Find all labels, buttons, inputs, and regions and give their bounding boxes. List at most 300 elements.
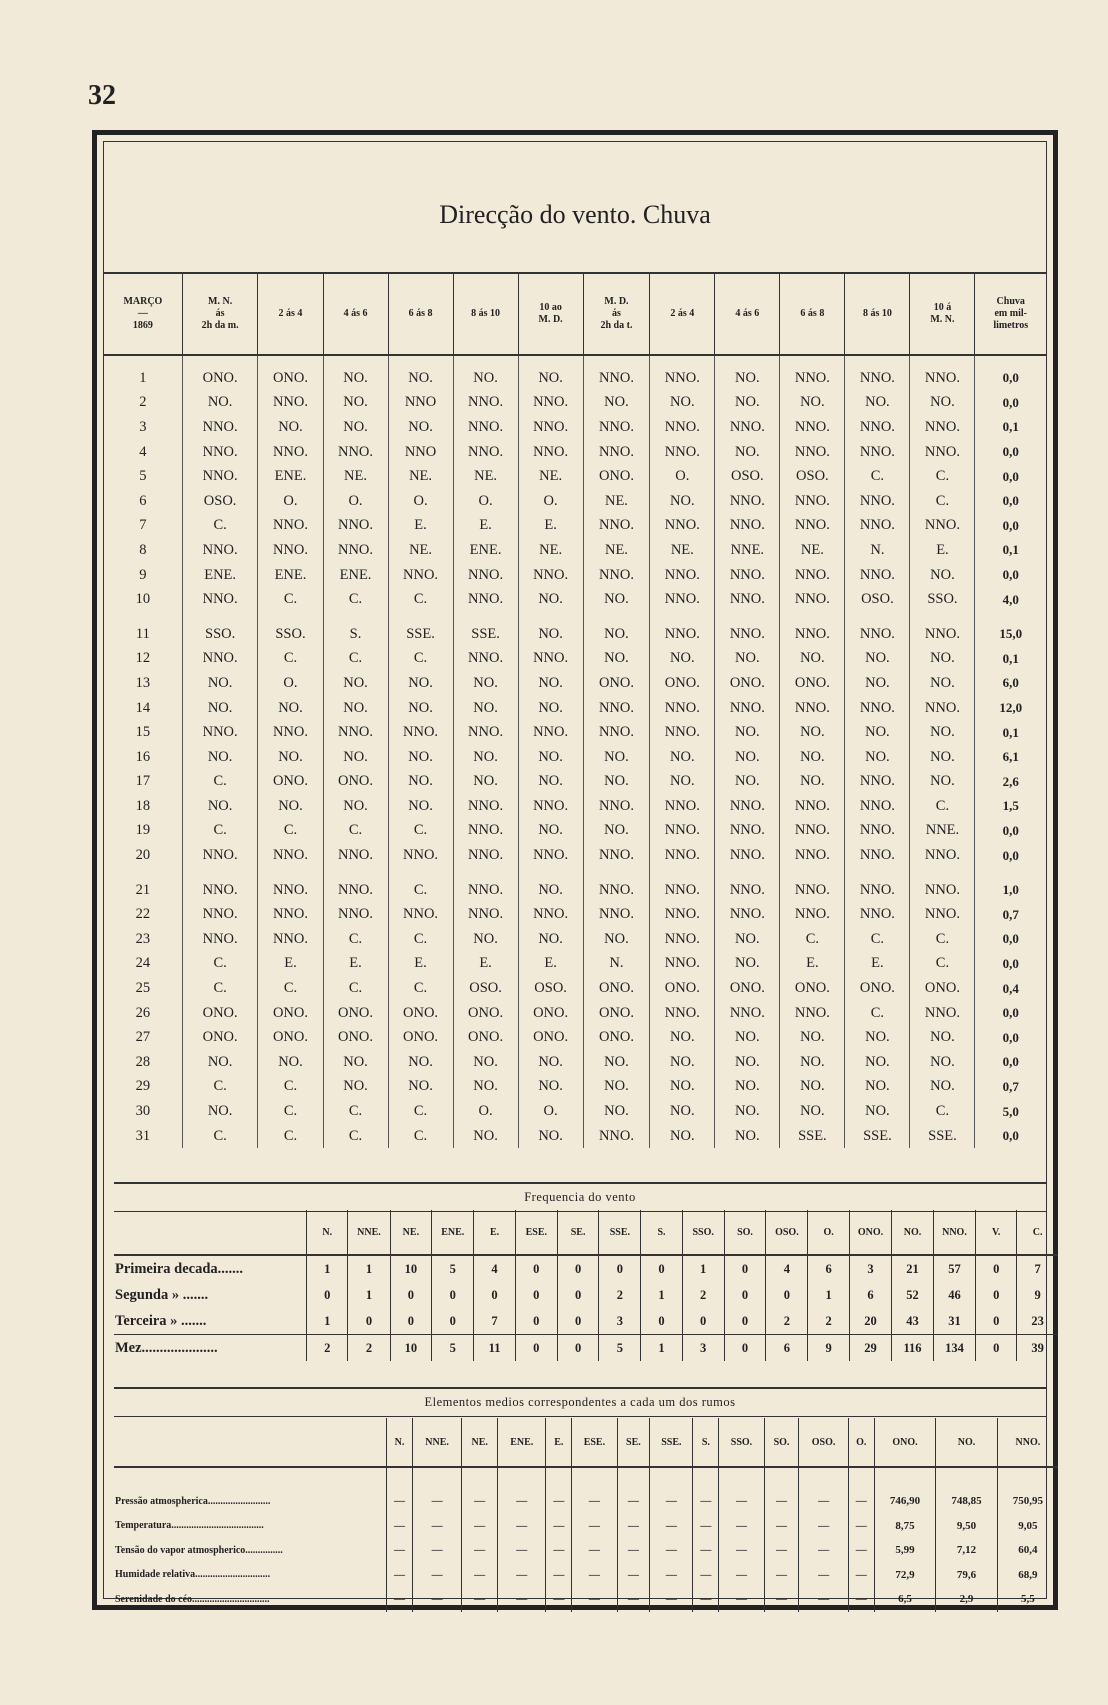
wind-cell: NO.	[453, 745, 518, 770]
frequency-header: C.	[1017, 1210, 1058, 1255]
wind-cell: ONO.	[583, 1025, 650, 1050]
wind-cell: NNO.	[650, 902, 715, 927]
elements-value: —	[848, 1467, 874, 1514]
wind-cell: OSO.	[845, 587, 910, 612]
frequency-value: 0	[557, 1255, 599, 1282]
elements-value: —	[693, 1467, 719, 1514]
wind-cell: NO.	[323, 1075, 388, 1100]
elements-value: —	[462, 1587, 498, 1612]
wind-cell: NO.	[182, 794, 258, 819]
wind-cell: NO.	[453, 927, 518, 952]
wind-cell: NO.	[518, 1075, 583, 1100]
rain-cell: 4,0	[975, 587, 1046, 612]
elements-header: SSO.	[719, 1418, 764, 1467]
elements-value: —	[412, 1467, 461, 1514]
wind-cell: O.	[323, 489, 388, 514]
frequency-label: Mez.....................	[114, 1335, 307, 1362]
elements-value: —	[693, 1563, 719, 1588]
wind-cell: E.	[845, 952, 910, 977]
rain-cell: 5,0	[975, 1099, 1046, 1124]
rain-cell: 0,0	[975, 440, 1046, 465]
wind-cell: ONO.	[258, 770, 323, 795]
elements-value: 5,99	[874, 1538, 936, 1563]
table-row	[104, 696, 1046, 721]
elements-value: —	[650, 1467, 693, 1514]
elements-value: —	[498, 1587, 546, 1612]
wind-cell: NO.	[780, 720, 845, 745]
wind-cell: C.	[182, 952, 258, 977]
elements-value: —	[650, 1538, 693, 1563]
wind-cell: NO.	[910, 1025, 975, 1050]
wind-cell: NO.	[583, 647, 650, 672]
wind-cell: NNO.	[715, 612, 780, 647]
wind-cell: NNO.	[258, 538, 323, 563]
elements-value: —	[387, 1538, 413, 1563]
elements-label: Pressão atmospherica.........................	[115, 1495, 271, 1507]
frequency-value: 0	[557, 1335, 599, 1362]
frequency-row	[114, 1282, 1058, 1308]
elements-row	[114, 1538, 1058, 1563]
wind-cell: NO.	[518, 927, 583, 952]
day-cell: 28	[135, 1053, 151, 1070]
wind-cell: NNO.	[453, 440, 518, 465]
table-row	[104, 489, 1046, 514]
table-row	[104, 902, 1046, 927]
wind-cell: NE.	[388, 538, 453, 563]
elements-value: —	[387, 1467, 413, 1514]
elements-header: NNO.	[997, 1418, 1058, 1467]
wind-cell: NNO.	[258, 514, 323, 539]
frequency-value: 3	[849, 1255, 891, 1282]
wind-cell: NO.	[910, 1050, 975, 1075]
wind-cell: C.	[182, 976, 258, 1001]
wind-cell: NNO.	[650, 514, 715, 539]
wind-cell: NNO.	[715, 819, 780, 844]
wind-cell: NO.	[715, 745, 780, 770]
elements-header: S.	[693, 1418, 719, 1467]
wind-cell: ONO.	[388, 1025, 453, 1050]
wind-cell: ONO.	[780, 976, 845, 1001]
rain-cell: 0,0	[975, 819, 1046, 844]
wind-cell: E.	[518, 952, 583, 977]
wind-cell: NO.	[780, 1050, 845, 1075]
wind-cell: C.	[182, 770, 258, 795]
wind-cell: C.	[910, 952, 975, 977]
wind-cell: O.	[518, 1099, 583, 1124]
wind-cell: NO.	[780, 1025, 845, 1050]
wind-cell: NO.	[258, 1050, 323, 1075]
wind-cell: SSE.	[388, 612, 453, 647]
frequency-value: 2	[307, 1335, 348, 1362]
frequency-value: 0	[599, 1255, 641, 1282]
wind-cell: NNO.	[910, 355, 975, 391]
wind-cell: NO.	[323, 391, 388, 416]
elements-value: —	[572, 1514, 617, 1539]
wind-cell: OSO.	[780, 464, 845, 489]
wind-cell: NNO.	[650, 819, 715, 844]
elements-value: —	[498, 1467, 546, 1514]
wind-cell: NO.	[583, 612, 650, 647]
elements-header: SE.	[617, 1418, 650, 1467]
frequency-value: 21	[892, 1255, 934, 1282]
frequency-value: 1	[641, 1335, 682, 1362]
wind-cell: NNO.	[780, 587, 845, 612]
wind-cell: NO.	[715, 355, 780, 391]
frequency-value: 1	[641, 1282, 682, 1308]
wind-cell: NNO.	[518, 440, 583, 465]
elements-header: NE.	[462, 1418, 498, 1467]
frequency-value: 0	[724, 1282, 766, 1308]
elements-value: 750,95	[997, 1467, 1058, 1514]
table-row	[104, 671, 1046, 696]
rain-cell: 0,1	[975, 415, 1046, 440]
wind-cell: NO.	[715, 440, 780, 465]
wind-cell: NNO.	[453, 647, 518, 672]
wind-cell: C.	[910, 794, 975, 819]
frequency-value: 4	[766, 1255, 808, 1282]
wind-cell: NE.	[323, 464, 388, 489]
frequency-value: 10	[390, 1255, 432, 1282]
wind-cell: NO.	[780, 745, 845, 770]
wind-cell: NNO.	[258, 720, 323, 745]
rain-cell: 0,7	[975, 902, 1046, 927]
wind-cell: NO.	[182, 1099, 258, 1124]
elements-value: —	[412, 1538, 461, 1563]
day-cell: 19	[135, 822, 151, 839]
wind-cell: NO.	[182, 391, 258, 416]
column-header: 8 ás 10	[453, 273, 518, 355]
wind-cell: NNO.	[780, 355, 845, 391]
table-row	[104, 1099, 1046, 1124]
wind-cell: ONO.	[453, 1025, 518, 1050]
wind-cell: NNO.	[845, 440, 910, 465]
elements-header: NNE.	[412, 1418, 461, 1467]
elements-value: —	[799, 1467, 848, 1514]
wind-cell: ONO.	[650, 976, 715, 1001]
wind-cell: SSE.	[453, 612, 518, 647]
wind-cell: NO.	[388, 355, 453, 391]
table-row	[104, 1124, 1046, 1149]
wind-cell: NO.	[388, 671, 453, 696]
wind-cell: NNO.	[650, 612, 715, 647]
wind-cell: NNO.	[182, 464, 258, 489]
frequency-value: 57	[933, 1255, 975, 1282]
wind-cell: NO.	[258, 696, 323, 721]
wind-cell: E.	[453, 514, 518, 539]
elements-value: —	[764, 1538, 799, 1563]
wind-cell: NNO.	[583, 1124, 650, 1149]
wind-cell: NNO.	[845, 612, 910, 647]
rain-cell: 0,1	[975, 538, 1046, 563]
wind-cell: NO.	[650, 770, 715, 795]
wind-cell: NO.	[780, 1099, 845, 1124]
frequency-header: ESE.	[515, 1210, 557, 1255]
elements-value: 9,05	[997, 1514, 1058, 1539]
wind-cell: NNO.	[845, 696, 910, 721]
wind-cell: NO.	[323, 696, 388, 721]
frequency-header: V.	[976, 1210, 1017, 1255]
elements-value: —	[387, 1587, 413, 1612]
elements-value: —	[572, 1563, 617, 1588]
wind-cell: NE.	[388, 464, 453, 489]
wind-cell: ONO.	[910, 976, 975, 1001]
wind-cell: C.	[258, 587, 323, 612]
wind-cell: NO.	[518, 745, 583, 770]
wind-cell: NO.	[845, 1050, 910, 1075]
frequency-value: 5	[432, 1335, 474, 1362]
wind-cell: NNO.	[650, 355, 715, 391]
elements-value: —	[412, 1514, 461, 1539]
wind-cell: NNE.	[715, 538, 780, 563]
wind-cell: NO.	[780, 391, 845, 416]
table-row	[104, 647, 1046, 672]
elements-value: —	[617, 1467, 650, 1514]
wind-cell: C.	[845, 464, 910, 489]
wind-cell: N.	[583, 952, 650, 977]
wind-cell: NNO.	[453, 843, 518, 868]
wind-cell: NNO.	[388, 563, 453, 588]
rain-cell: 0,1	[975, 720, 1046, 745]
wind-cell: NO.	[583, 1099, 650, 1124]
wind-cell: C.	[388, 819, 453, 844]
day-cell: 9	[139, 566, 147, 583]
frequency-value: 0	[515, 1282, 557, 1308]
frequency-value: 0	[515, 1308, 557, 1335]
wind-cell: NO.	[910, 671, 975, 696]
elements-value: —	[799, 1538, 848, 1563]
wind-cell: NO.	[910, 1075, 975, 1100]
rain-cell: 0,0	[975, 391, 1046, 416]
wind-cell: NNO.	[780, 843, 845, 868]
wind-cell: ONO.	[258, 1001, 323, 1026]
wind-cell: NO.	[845, 1099, 910, 1124]
wind-cell: NO.	[182, 745, 258, 770]
wind-cell: O.	[650, 464, 715, 489]
wind-cell: NO.	[780, 647, 845, 672]
wind-cell: NO.	[518, 355, 583, 391]
wind-cell: SSE.	[845, 1124, 910, 1149]
wind-cell: OSO.	[715, 464, 780, 489]
wind-cell: NNO.	[323, 538, 388, 563]
elements-header: NO.	[936, 1418, 998, 1467]
wind-cell: ONO.	[583, 671, 650, 696]
wind-cell: NNO.	[780, 819, 845, 844]
wind-cell: NNO.	[182, 868, 258, 903]
wind-cell: NO.	[518, 868, 583, 903]
frequency-value: 0	[682, 1308, 724, 1335]
wind-cell: NO.	[650, 1025, 715, 1050]
elements-value: —	[848, 1587, 874, 1612]
wind-cell: E.	[323, 952, 388, 977]
frequency-value: 6	[849, 1282, 891, 1308]
frequency-value: 0	[515, 1335, 557, 1362]
wind-cell: NO.	[388, 696, 453, 721]
table-row	[104, 612, 1046, 647]
wind-cell: NNO.	[910, 514, 975, 539]
column-header: M. N. ás 2h da m.	[182, 273, 258, 355]
elements-value: —	[412, 1563, 461, 1588]
frequency-value: 0	[474, 1282, 515, 1308]
wind-cell: ONO.	[845, 976, 910, 1001]
rain-cell: 0,0	[975, 1001, 1046, 1026]
table-row	[104, 415, 1046, 440]
wind-cell: NO.	[583, 1050, 650, 1075]
wind-cell: E.	[518, 514, 583, 539]
wind-cell: NO.	[910, 745, 975, 770]
wind-cell: O.	[388, 489, 453, 514]
wind-cell: NNO.	[583, 415, 650, 440]
wind-cell: NNO.	[518, 415, 583, 440]
table-frame	[92, 130, 1058, 1610]
wind-cell: NE.	[780, 538, 845, 563]
wind-cell: NNO.	[182, 720, 258, 745]
frequency-value: 43	[892, 1308, 934, 1335]
wind-cell: NNO.	[780, 489, 845, 514]
column-header: 6 ás 8	[388, 273, 453, 355]
wind-cell: ONO.	[323, 770, 388, 795]
wind-cell: ONO.	[715, 976, 780, 1001]
wind-cell: NNO.	[583, 868, 650, 903]
table-row	[104, 587, 1046, 612]
table-row	[104, 819, 1046, 844]
day-cell: 7	[139, 517, 147, 534]
wind-cell: NO.	[650, 1050, 715, 1075]
wind-cell: NNO.	[715, 587, 780, 612]
rain-cell: 0,0	[975, 355, 1046, 391]
wind-cell: NNO.	[258, 902, 323, 927]
wind-cell: NNO.	[845, 415, 910, 440]
frequency-value: 0	[724, 1308, 766, 1335]
frequency-value: 2	[808, 1308, 849, 1335]
wind-cell: NNO.	[323, 868, 388, 903]
rain-cell: 15,0	[975, 612, 1046, 647]
wind-cell: NNO.	[182, 843, 258, 868]
wind-cell: SSE.	[910, 1124, 975, 1149]
elements-label: Tensão do vapor atmospherico...............	[115, 1544, 283, 1556]
wind-cell: NO.	[388, 794, 453, 819]
frequency-header: S.	[641, 1210, 682, 1255]
column-header: 8 ás 10	[845, 273, 910, 355]
table-row	[104, 868, 1046, 903]
wind-cell: NO.	[910, 391, 975, 416]
wind-cell: ONO.	[182, 1025, 258, 1050]
elements-value: —	[848, 1514, 874, 1539]
wind-cell: NNO.	[715, 696, 780, 721]
frequency-header: E.	[474, 1210, 515, 1255]
table-row	[104, 1001, 1046, 1026]
wind-cell: C.	[258, 647, 323, 672]
elements-value: —	[617, 1587, 650, 1612]
wind-cell: C.	[388, 647, 453, 672]
rain-cell: 0,0	[975, 514, 1046, 539]
frequency-value: 0	[390, 1282, 432, 1308]
day-cell: 17	[135, 773, 151, 790]
wind-cell: NO.	[715, 927, 780, 952]
wind-cell: NO.	[388, 1075, 453, 1100]
wind-cell: E.	[388, 952, 453, 977]
wind-direction-table	[104, 272, 1046, 1148]
wind-cell: E.	[258, 952, 323, 977]
wind-cell: NNO.	[182, 415, 258, 440]
table-row	[104, 1025, 1046, 1050]
wind-cell: NNO.	[845, 868, 910, 903]
wind-cell: ONO.	[715, 671, 780, 696]
frequency-value: 0	[348, 1308, 390, 1335]
wind-cell: NNO.	[388, 720, 453, 745]
column-header: M. D. ás 2h da t.	[583, 273, 650, 355]
frequency-value: 11	[474, 1335, 515, 1362]
wind-cell: C.	[845, 927, 910, 952]
elements-value: —	[387, 1514, 413, 1539]
wind-cell: NNO.	[583, 355, 650, 391]
day-cell: 13	[135, 674, 151, 691]
wind-cell: NO.	[388, 1050, 453, 1075]
wind-cell: ONO.	[258, 1025, 323, 1050]
frequency-value: 0	[390, 1308, 432, 1335]
elements-value: —	[693, 1587, 719, 1612]
wind-cell: NO.	[780, 770, 845, 795]
wind-cell: NNO.	[182, 538, 258, 563]
wind-cell: NO.	[182, 1050, 258, 1075]
wind-cell: NO.	[518, 1050, 583, 1075]
frequency-value: 2	[599, 1282, 641, 1308]
frequency-label: Terceira » .......	[115, 1312, 207, 1329]
elements-value: —	[617, 1563, 650, 1588]
wind-cell: NNE.	[910, 819, 975, 844]
wind-cell: NO.	[182, 696, 258, 721]
frequency-value: 39	[1017, 1335, 1058, 1362]
frequency-row	[114, 1255, 1058, 1282]
table-row	[104, 745, 1046, 770]
wind-cell: NO.	[650, 1124, 715, 1149]
elements-value: —	[764, 1467, 799, 1514]
column-header: Chuva em mil- limetros	[975, 273, 1046, 355]
wind-cell: NO.	[715, 770, 780, 795]
wind-cell: NO.	[518, 612, 583, 647]
wind-cell: NO.	[388, 415, 453, 440]
frequency-value: 3	[682, 1335, 724, 1362]
elements-value: —	[572, 1538, 617, 1563]
frequency-value: 1	[348, 1282, 390, 1308]
frequency-value: 7	[1017, 1255, 1058, 1282]
wind-cell: OSO.	[518, 976, 583, 1001]
elements-value: —	[764, 1563, 799, 1588]
wind-cell: NO.	[323, 745, 388, 770]
wind-cell: C.	[388, 587, 453, 612]
wind-cell: O.	[453, 489, 518, 514]
wind-cell: NNO.	[583, 902, 650, 927]
wind-cell: NO.	[715, 1075, 780, 1100]
wind-cell: NO.	[650, 1099, 715, 1124]
wind-cell: NNO.	[780, 440, 845, 465]
frequency-header: ONO.	[849, 1210, 891, 1255]
wind-cell: NNO	[388, 440, 453, 465]
wind-cell: NNO.	[518, 563, 583, 588]
day-cell: 16	[135, 748, 151, 765]
wind-cell: C.	[323, 927, 388, 952]
wind-cell: NNO.	[182, 440, 258, 465]
wind-cell: NNO.	[258, 927, 323, 952]
elements-header: O.	[848, 1418, 874, 1467]
frequency-header: OSO.	[766, 1210, 808, 1255]
wind-cell: ONO.	[182, 1001, 258, 1026]
wind-cell: NNO.	[182, 587, 258, 612]
elements-header: N.	[387, 1418, 413, 1467]
frequency-value: 7	[474, 1308, 515, 1335]
table-row	[104, 720, 1046, 745]
wind-cell: ENE.	[258, 563, 323, 588]
wind-cell: NNO.	[323, 902, 388, 927]
